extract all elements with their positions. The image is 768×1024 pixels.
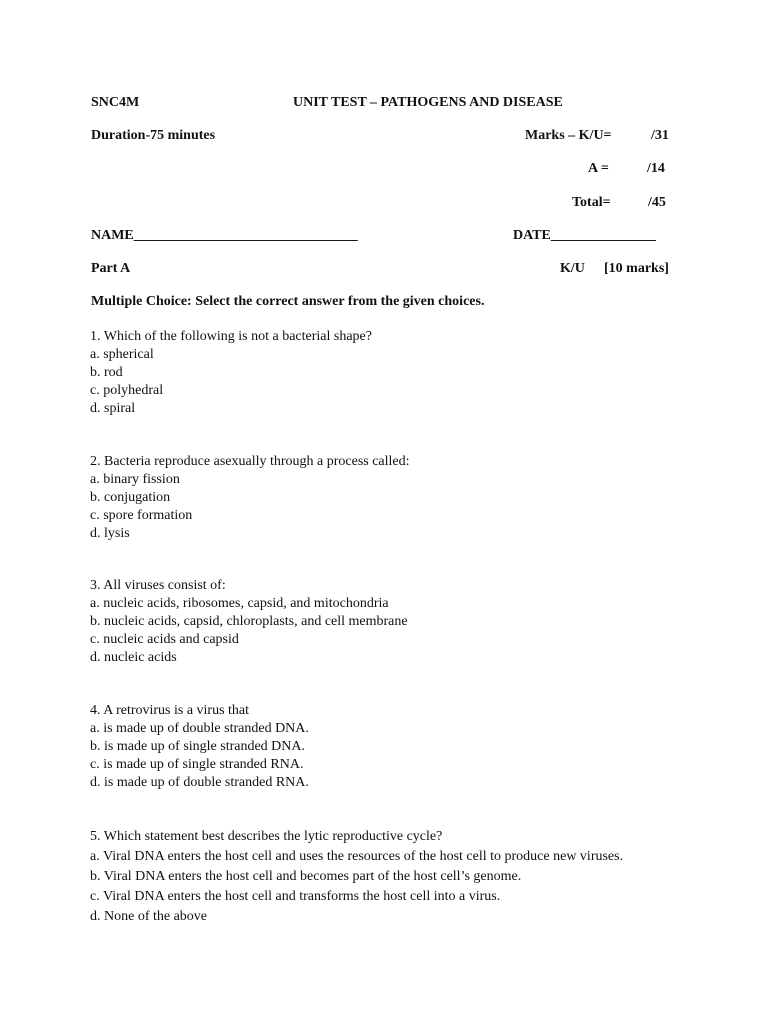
question-1 — [90, 328, 372, 418]
option: a. nucleic acids, ribosomes, capsid, and mitochondria — [90, 596, 389, 611]
duration: Duration-75 minutes — [91, 128, 216, 143]
question-text: 4. A retrovirus is a virus that — [90, 703, 250, 718]
question-text: 3. All viruses consist of: — [90, 578, 226, 593]
test-title: UNIT TEST – PATHOGENS AND DISEASE — [293, 95, 563, 110]
option: a. Viral DNA enters the host cell and uses the resources of the host cell to produce new viruses. — [90, 849, 624, 864]
instructions: Multiple Choice: Select the correct answer from the given choices. — [91, 294, 485, 309]
option: c. nucleic acids and capsid — [90, 632, 239, 647]
question-3 — [90, 577, 408, 667]
part-label: Part A — [91, 261, 131, 276]
option: d. lysis — [90, 526, 130, 541]
option: b. conjugation — [90, 490, 171, 505]
option: c. is made up of single stranded RNA. — [90, 757, 304, 772]
option: b. rod — [90, 365, 123, 380]
option: c. Viral DNA enters the host cell and transforms the host cell into a virus. — [90, 889, 501, 904]
question-2 — [90, 453, 410, 543]
option: b. nucleic acids, capsid, chloroplasts, and cell membrane — [90, 614, 408, 629]
course-code: SNC4M — [91, 95, 140, 110]
marks-total-label: Total= — [572, 195, 611, 210]
question-4 — [90, 702, 309, 792]
option: b. is made up of single stranded DNA. — [90, 739, 306, 754]
option: a. spherical — [90, 347, 154, 362]
question-text: 5. Which statement best describes the lytic reproductive cycle? — [90, 829, 443, 844]
option: d. None of the above — [90, 909, 208, 924]
option: d. spiral — [90, 401, 136, 416]
option: c. spore formation — [90, 508, 193, 523]
option: d. nucleic acids — [90, 650, 177, 665]
part-marks: [10 marks] — [604, 261, 669, 276]
marks-total-value: /45 — [648, 195, 666, 210]
marks-a-value: /14 — [647, 161, 665, 176]
date-field: DATE_______________ — [513, 228, 656, 243]
question-text: 1. Which of the following is not a bacterial shape? — [90, 329, 372, 344]
marks-a-label: A = — [588, 161, 609, 176]
question-text: 2. Bacteria reproduce asexually through a process called: — [90, 454, 410, 469]
option: b. Viral DNA enters the host cell and becomes part of the host cell’s genome. — [90, 869, 522, 884]
option: c. polyhedral — [90, 383, 164, 398]
option: a. is made up of double stranded DNA. — [90, 721, 309, 736]
name-field: NAME________________________________ — [91, 228, 358, 243]
marks-ku-label: Marks – K/U= — [525, 128, 612, 143]
option: d. is made up of double stranded RNA. — [90, 775, 309, 790]
marks-ku-value: /31 — [651, 128, 669, 143]
option: a. binary fission — [90, 472, 180, 487]
part-ku: K/U — [560, 261, 585, 276]
question-5 — [90, 827, 623, 927]
